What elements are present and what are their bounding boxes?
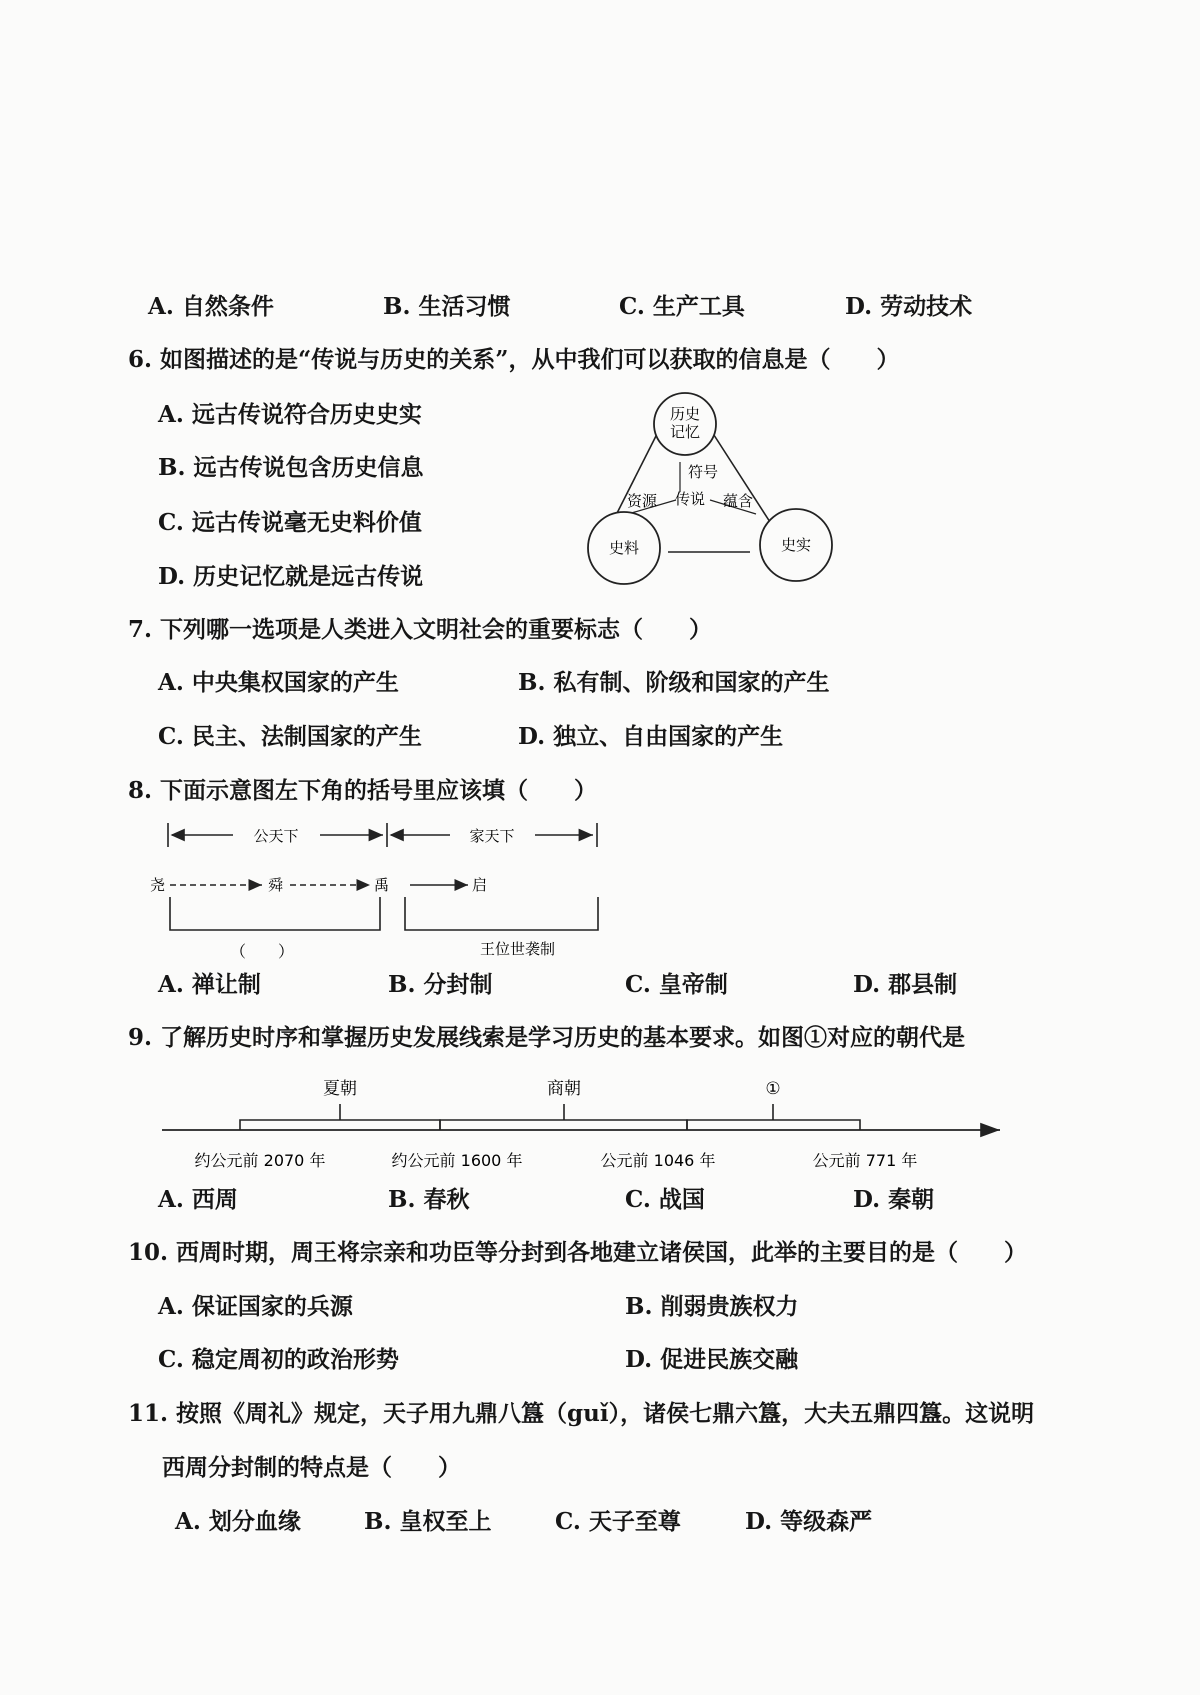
q5-option-c: C. 生产工具	[619, 293, 745, 320]
q11-stem-line2: 西周分封制的特点是（ ）	[162, 1454, 461, 1481]
label-shang: 商朝	[547, 1079, 581, 1099]
bracket-xia	[240, 1120, 440, 1130]
q11-option-d: D. 等级森严	[745, 1508, 873, 1535]
q8-option-b: B. 分封制	[388, 971, 493, 998]
q5-option-b: B. 生活习惯	[383, 293, 511, 320]
q8-option-a: A. 禅让制	[158, 971, 261, 998]
q7-option-d: D. 独立、自由国家的产生	[518, 723, 784, 750]
q11-option-b: B. 皇权至上	[364, 1508, 492, 1535]
label-xia: 夏朝	[323, 1079, 357, 1099]
q10-option-b: B. 削弱贵族权力	[625, 1293, 799, 1320]
q6-option-d: D. 历史记忆就是远古传说	[158, 563, 424, 590]
q7-option-a: A. 中央集权国家的产生	[158, 669, 399, 696]
q9-option-d: D. 秦朝	[853, 1186, 935, 1213]
bracket-left-blank: （ ）	[230, 942, 295, 961]
label-public: 公天下	[253, 827, 299, 845]
label-contain: 蕴含	[722, 492, 754, 510]
legend-history-diagram	[580, 392, 850, 592]
q8-option-c: C. 皇帝制	[625, 971, 728, 998]
succession-diagram	[150, 815, 620, 965]
q7-stem: 7. 下列哪一选项是人类进入文明社会的重要标志（ ）	[128, 616, 713, 643]
label-resource: 资源	[626, 492, 658, 510]
q10-option-a: A. 保证国家的兵源	[158, 1293, 353, 1320]
node-material-text: 史料	[608, 539, 640, 557]
node-memory-text-1: 历史	[669, 405, 701, 423]
date-771: 公元前 771 年	[812, 1151, 918, 1170]
label-symbol: 符号	[687, 463, 719, 481]
name-qi: 启	[472, 876, 488, 894]
q10-stem: 10. 西周时期，周王将宗亲和功臣等分封到各地建立诸侯国，此举的主要目的是（ ）	[128, 1239, 1028, 1266]
name-yu: 禹	[374, 876, 390, 894]
bracket-shang	[440, 1120, 687, 1130]
q6-option-a: A. 远古传说符合历史史实	[158, 401, 422, 428]
q11-option-a: A. 划分血缘	[175, 1508, 301, 1535]
label-family: 家天下	[469, 827, 515, 845]
bracket-public	[170, 897, 380, 930]
q8-stem: 8. 下面示意图左下角的括号里应该填（ ）	[128, 777, 598, 804]
q5-option-d: D. 劳动技术	[845, 293, 973, 320]
q10-option-d: D. 促进民族交融	[625, 1346, 799, 1373]
q7-option-b: B. 私有制、阶级和国家的产生	[518, 669, 830, 696]
date-1046: 公元前 1046 年	[600, 1151, 716, 1170]
q6-stem: 6. 如图描述的是“传说与历史的关系”，从中我们可以获取的信息是（ ）	[128, 346, 900, 373]
q5-option-a: A. 自然条件	[148, 293, 274, 320]
q9-option-a: A. 西周	[158, 1186, 238, 1213]
q9-option-c: C. 战国	[625, 1186, 705, 1213]
q9-option-b: B. 春秋	[388, 1186, 470, 1213]
name-yao: 尧	[150, 876, 166, 894]
label-circle1: ①	[765, 1079, 781, 1099]
q8-option-d: D. 郡县制	[853, 971, 958, 998]
q7-option-c: C. 民主、法制国家的产生	[158, 723, 422, 750]
q6-option-b: B. 远古传说包含历史信息	[158, 454, 424, 481]
date-2070: 约公元前 2070 年	[194, 1151, 326, 1170]
q11-stem-line1: 11. 按照《周礼》规定，天子用九鼎八簋（guǐ），诸侯七鼎六簋，大夫五鼎四簋。这说明	[128, 1400, 1035, 1427]
q10-option-c: C. 稳定周初的政治形势	[158, 1346, 399, 1373]
label-legend: 传说	[674, 490, 706, 508]
q6-option-c: C. 远古传说毫无史料价值	[158, 509, 422, 536]
q11-option-c: C. 天子至尊	[555, 1508, 681, 1535]
date-1600: 约公元前 1600 年	[391, 1151, 523, 1170]
label-hereditary: 王位世袭制	[480, 940, 556, 958]
node-fact-text: 史实	[780, 536, 812, 554]
dynasty-timeline	[150, 1062, 1010, 1174]
q9-stem: 9. 了解历史时序和掌握历史发展线索是学习历史的基本要求。如图①对应的朝代是	[128, 1024, 966, 1051]
bracket-family	[405, 897, 598, 930]
name-shun: 舜	[268, 876, 284, 894]
bracket-circle1	[687, 1120, 860, 1130]
node-memory-text-2: 记忆	[669, 423, 701, 441]
